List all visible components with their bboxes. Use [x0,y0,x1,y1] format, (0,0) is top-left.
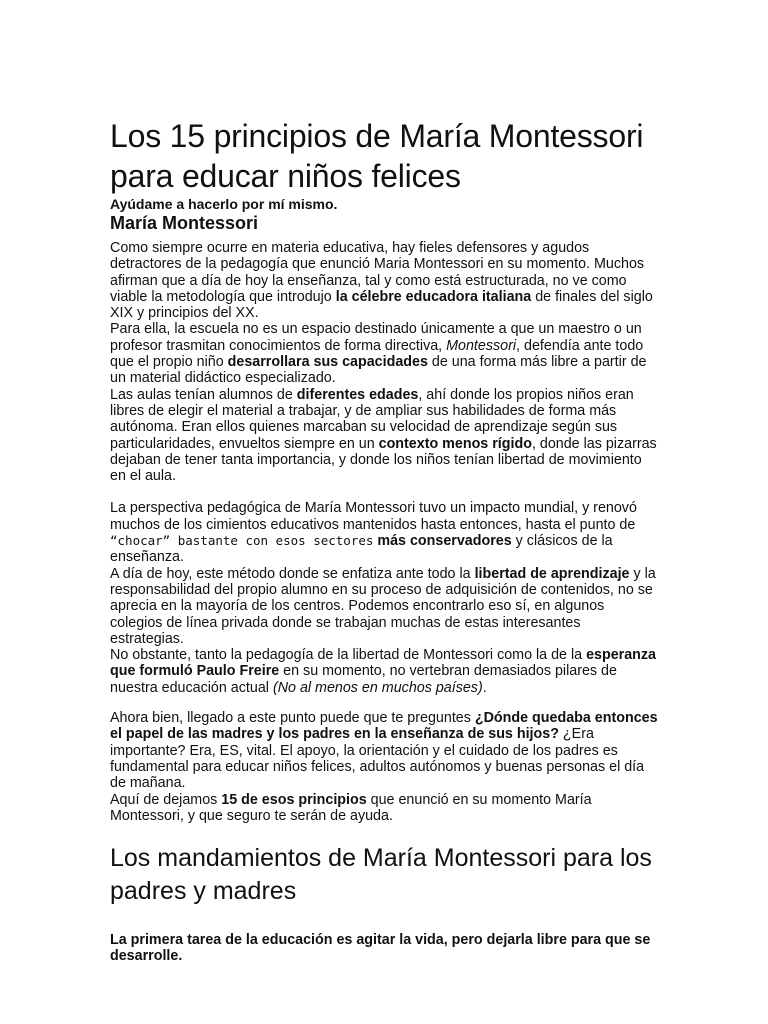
paragraph-5 [110,566,658,647]
bold-text: más conservadores [377,533,512,550]
bold-text: ¿Dónde quedaba entonces el papel de las madres y los padres en la enseñanza de sus hijos? [110,710,658,743]
paragraph-spacer [110,484,658,500]
page-title: Los 15 principios de María Montessori para educar niños felices [110,118,644,194]
text-run: que enunció en su momento María Montessori, y que seguro te serán de ayuda. [110,791,592,824]
text-run: La perspectiva pedagógica de María Montessori tuvo un impacto mundial, y renovó muchos de los cimientos educativos mantenidos hasta entonces, hasta el punto de [110,500,637,533]
bold-text: contexto menos rígido [378,435,532,452]
paragraph-spacer [110,696,658,710]
text-run: , donde las pizarras dejaban de tener tanta importancia, y donde los niños tenían libertad de movimiento en el aula. [110,435,657,485]
text-run: Las aulas tenían alumnos de [110,386,297,403]
text-run: y la responsabilidad del propio alumno en su proceso de adquisición de contenidos, no se aprecia en la mayoría de los centros. Podemos encontrarlo eso sí, en algunos colegios de línea privada donde se trabajan muchas de estas interesantes estrategias. [110,565,656,647]
text-run: Aquí de dejamos [110,791,222,808]
text-run: ¿Era importante? Era, ES, vital. El apoyo, la orientación y el cuidado de los padres es fundamental para educar niños felices, adultos autónomos y buenas personas el día de mañana. [110,726,645,792]
bold-text: libertad de aprendizaje [474,565,630,582]
text-run: Como siempre ocurre en materia educativa, hay fieles defensores y agudos detractores de la pedagogía que enunció Maria Montessori en su momento. Muchos afirman que a día de hoy la enseñanza, tal y como está estructurada, no ve como viable la metodología que introdujo [110,240,645,305]
italic-text: (No al menos en muchos países) [272,679,483,696]
bold-text: desarrollara sus capacidades [227,354,428,371]
bold-text: la célebre educadora italiana [335,288,532,305]
text-run: A día de hoy, este método donde se enfatiza ante todo la [110,565,475,582]
paragraph-7 [110,710,658,791]
paragraph-4 [110,500,658,565]
bold-text: diferentes edades [296,386,419,403]
epigraph-author: María Montessori [110,213,259,233]
paragraph-6 [110,647,658,696]
paragraph-1 [110,240,658,321]
paragraph-2 [110,321,658,386]
italic-text: Montessori [446,337,517,354]
text-run: , defendía ante todo que el propio niño [110,337,644,371]
section-heading: Los mandamientos de María Montessori para los padres y madres [110,844,652,906]
text-run: , ahí donde los propios niños eran libres de elegir el material a trabajar, y de ampliar sus habilidades de forma más autónoma. Eran ellos quienes marcaban su velocidad de aprendizaje según sus particularidades, envueltos siempre en un [110,386,634,452]
section-lead: La primera tarea de la educación es agitar la vida, pero dejarla libre para que se desarrolle. [110,932,651,965]
text-run: Para ella, la escuela no es un espacio destinado únicamente a que un maestro o un profesor trasmitan conocimientos de forma directiva, [110,321,642,354]
text-run: Ahora bien, llegado a este punto puede que te preguntes [110,710,475,727]
monospace-text: “chocar” bastante con esos sectores [110,533,374,549]
text-run: de finales del siglo XIX y principios del XX. [110,288,653,322]
text-run: de una forma más libre a partir de un material didáctico especializado. [110,354,647,387]
paragraph-8 [110,792,658,825]
epigraph-quote: Ayúdame a hacerlo por mí mismo. [110,196,338,212]
paragraph-3 [110,387,658,485]
text-run: . [482,679,487,696]
text-run: en su momento, no vertebran demasiados pilares de nuestra educación actual [110,663,617,696]
bold-text: 15 de esos principios [221,791,367,808]
text-run: No obstante, tanto la pedagogía de la libertad de Montessori como la de la [110,647,587,664]
text-run: y clásicos de la enseñanza. [110,533,613,566]
bold-text: esperanza que formuló Paulo Freire [110,647,657,680]
